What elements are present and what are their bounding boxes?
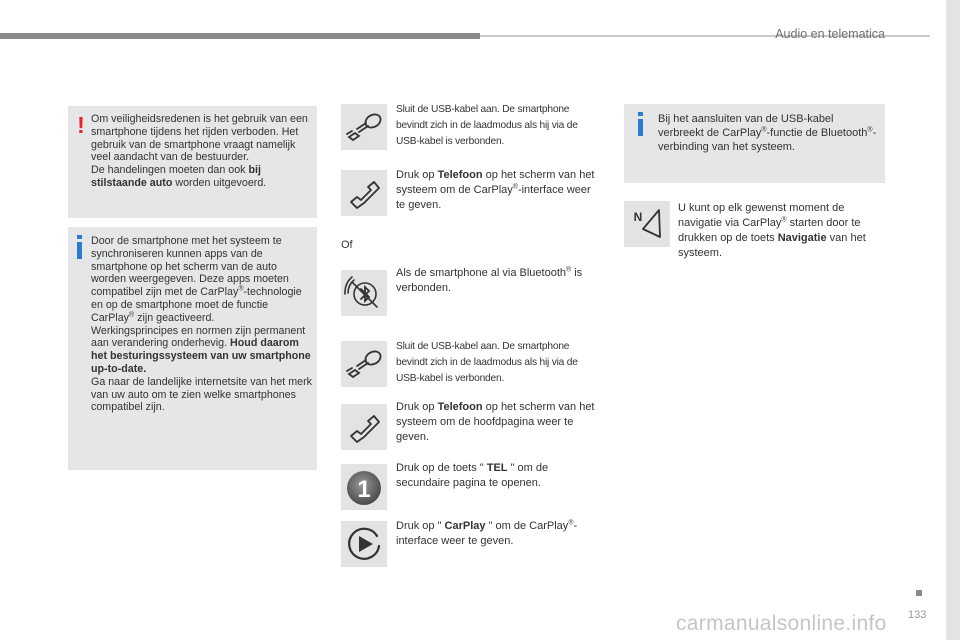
step-bluetooth-text: Als de smartphone al via Bluetooth® is verbonden. — [396, 266, 583, 294]
navigation-text: U kunt op elk gewenst moment de navigatie via CarPlay® starten door te drukken op de toets Navigatie van het systeem. — [678, 202, 866, 259]
play-icon — [341, 521, 387, 567]
page-edge-band — [946, 0, 960, 640]
page-marker — [916, 590, 922, 596]
usb-cable-icon — [341, 341, 387, 387]
page-number: 133 — [908, 609, 927, 621]
info-text-usb-bluetooth: Bij het aansluiten van de USB-kabel verbreekt de CarPlay®-functie de Bluetooth®-verbinding van het systeem. — [658, 113, 877, 153]
phone-handset-icon — [341, 404, 387, 450]
svg-text:1: 1 — [357, 476, 371, 503]
step-telefoon-main-text: Druk op Telefoon op het scherm van het systeem om de hoofdpagina weer te geven. — [396, 401, 595, 443]
section-title: Audio en telematica — [775, 27, 885, 41]
info-icon — [75, 235, 85, 259]
info-icon — [636, 112, 646, 136]
warning-icon: ! — [77, 112, 85, 138]
phone-handset-icon — [341, 170, 387, 216]
number-one-button-icon — [341, 464, 387, 510]
navigation-icon — [624, 201, 670, 247]
watermark: carmanualsonline.info — [676, 612, 887, 635]
bluetooth-icon — [341, 270, 387, 316]
step-telefoon-text: Druk op Telefoon op het scherm van het systeem om de CarPlay®-interface weer te geven. — [396, 169, 595, 211]
step-usb-text-2: Sluit de USB-kabel aan. De smartphone bevindt zich in de laadmodus als hij via de USB-kabel is verbonden. — [396, 341, 578, 384]
or-separator: Of — [341, 239, 353, 251]
step-carplay-text: Druk op " CarPlay " om de CarPlay®-interface weer te geven. — [396, 519, 578, 547]
info-box-carplay — [68, 227, 317, 470]
step-tel-key-text: Druk op de toets " TEL " om de secundaire pagina te openen. — [396, 462, 549, 489]
warning-box — [68, 106, 317, 218]
info-box-usb-bluetooth — [624, 104, 885, 183]
svg-text:N: N — [633, 210, 643, 224]
warning-text: Om veiligheidsredenen is het gebruik van een smartphone tijdens het rijden verboden. Het gebruik van de smartphone vraagt namelijk veel aandacht van de bestuurder. De handelingen moeten dan ook bij stilstaande auto worden uitgevoerd. — [91, 113, 308, 189]
usb-cable-icon — [341, 104, 387, 150]
step-usb-text: Sluit de USB-kabel aan. De smartphone bevindt zich in de laadmodus als hij via de USB-kabel is verbonden. — [396, 104, 578, 147]
header-rule — [0, 33, 480, 39]
info-text-carplay: Door de smartphone met het systeem te synchroniseren kunnen apps van de smartphone op het scherm van de auto worden weergegeven. Deze apps moeten compatibel zijn met de CarPlay®-technologie en op de smartphone moet de functie CarPlay® zijn geactiveerd. Werkingsprincipes en normen zijn permanent aan verandering onderhevig. Houd daarom het besturingssysteem van uw smartphone up-to-date. Ga naar de landelijke internetsite van het merk van uw auto om te zien welke smartphones compatibel zijn. — [91, 235, 312, 414]
